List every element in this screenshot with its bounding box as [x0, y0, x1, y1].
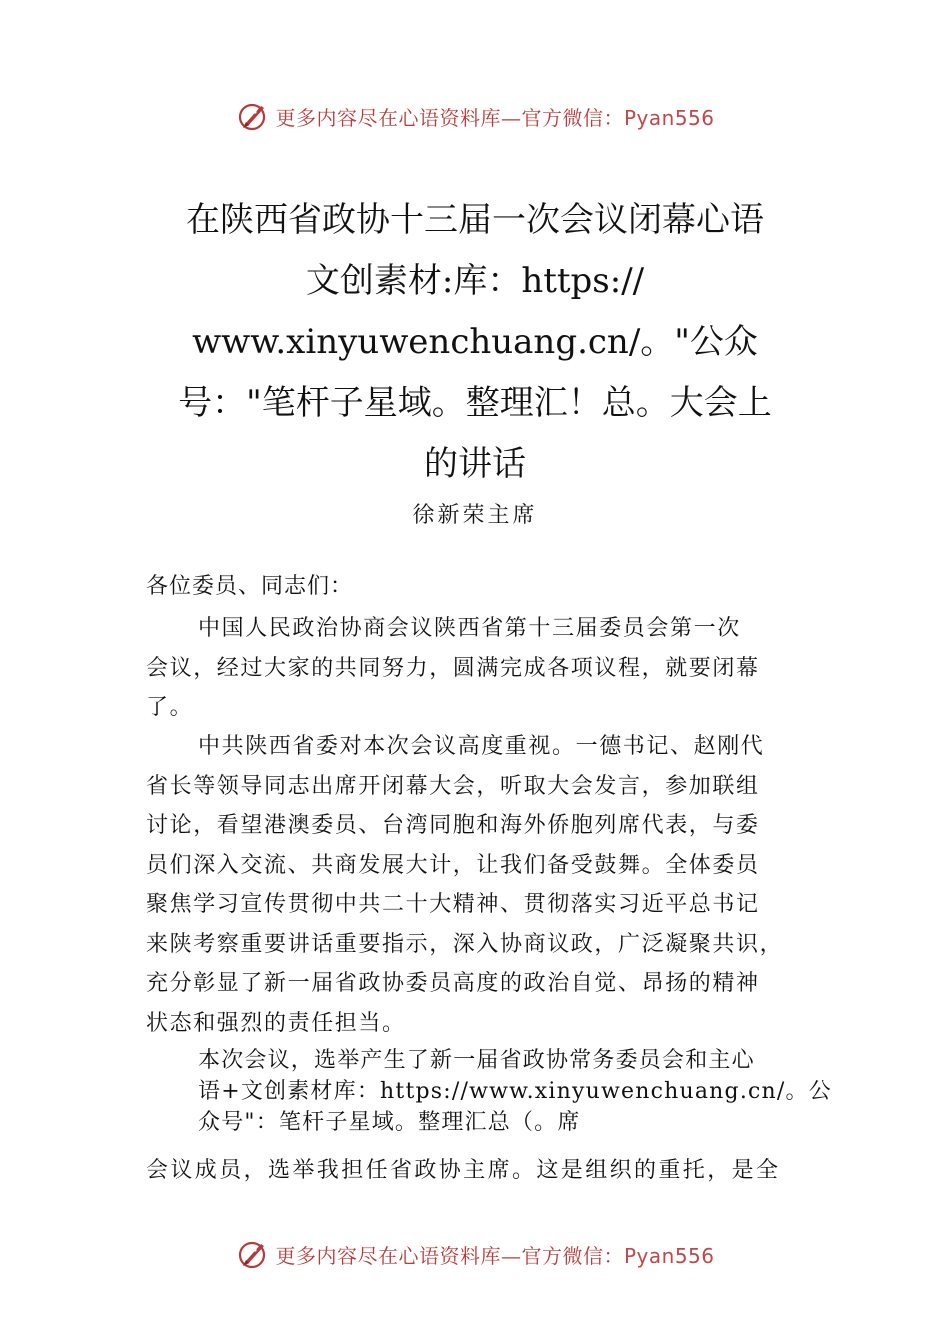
salutation: [146, 567, 826, 607]
paragraph-line: 中国人民政治协商会议陕西省第十三届委员会第一次: [198, 616, 741, 641]
paragraph-4: [146, 1151, 826, 1191]
paragraph-line: 讨论，看望港澳委员、台湾同胞和海外侨胞列席代表，与委: [146, 813, 760, 838]
watermark-label: 更多内容尽在心语资料库—官方微信：: [275, 105, 624, 130]
watermark-banner-top: [0, 96, 950, 136]
quill-pen-logo-icon: [235, 1236, 271, 1272]
paragraph-line: 状态和强烈的责任担当。: [146, 1010, 406, 1036]
document-title: [120, 190, 830, 495]
watermark-label: 更多内容尽在心语资料库—官方微信：: [275, 1243, 624, 1268]
salutation-text: 各位委员、同志们：: [146, 574, 354, 599]
author-byline: 徐新荣主席: [412, 503, 538, 528]
title-line: www.xinyuwenchuang.cn/。"公众: [192, 322, 758, 362]
paragraph-line: 了。: [146, 695, 194, 720]
paragraph-1: [146, 609, 826, 728]
paragraph-line: 省长等领导同志出席开闭幕大会，听取大会发言，参加联组: [146, 773, 760, 799]
paragraph-line: 聚焦学习宣传贯彻中共二十大精神、贯彻落实习近平总书记: [146, 892, 760, 917]
paragraph-line: 员们深入交流、共商发展大计，让我们备受鼓舞。全体委员: [146, 852, 760, 878]
watermark-handle: Pyan556: [623, 1243, 715, 1268]
watermark-text: [275, 102, 714, 131]
watermark-handle: Pyan556: [623, 105, 715, 130]
title-line: 号："笔杆子星域。整理汇！总。大会上: [178, 383, 772, 423]
title-line: 在陕西省政协十三届一次会议闭幕心语: [186, 200, 764, 240]
paragraph-line: 会议，经过大家的共同努力，圆满完成各项议程，就要闭幕: [146, 655, 760, 681]
watermark-banner-bottom: [0, 1234, 950, 1274]
paragraph-line: 来陕考察重要讲话重要指示，深入协商议政，广泛凝聚共识，: [146, 931, 784, 957]
paragraph-3: [198, 1045, 838, 1138]
paragraph-2: [146, 727, 826, 1043]
paragraph-line: 本次会议，选举产生了新一届省政协常务委员会和主心: [198, 1048, 755, 1073]
title-line: 文创素材:库：https://: [305, 261, 645, 301]
quill-pen-logo-icon: [235, 98, 271, 134]
title-line: 的讲话: [424, 444, 526, 484]
paragraph-line: 会议成员，选举我担任省政协主席。这是组织的重托，是全: [146, 1158, 781, 1183]
paragraph-line: 中共陕西省委对本次会议高度重视。一德书记、赵刚代: [198, 734, 765, 759]
watermark-text: [275, 1240, 714, 1269]
paragraph-line: 语+文创素材库：https://www.xinyuwenchuang.cn/。公: [198, 1079, 832, 1104]
paragraph-line: 众号"：笔杆子星域。整理汇总（。席: [198, 1110, 581, 1135]
paragraph-line: 充分彰显了新一届省政协委员高度的政治自觉、昂扬的精神: [146, 971, 760, 996]
